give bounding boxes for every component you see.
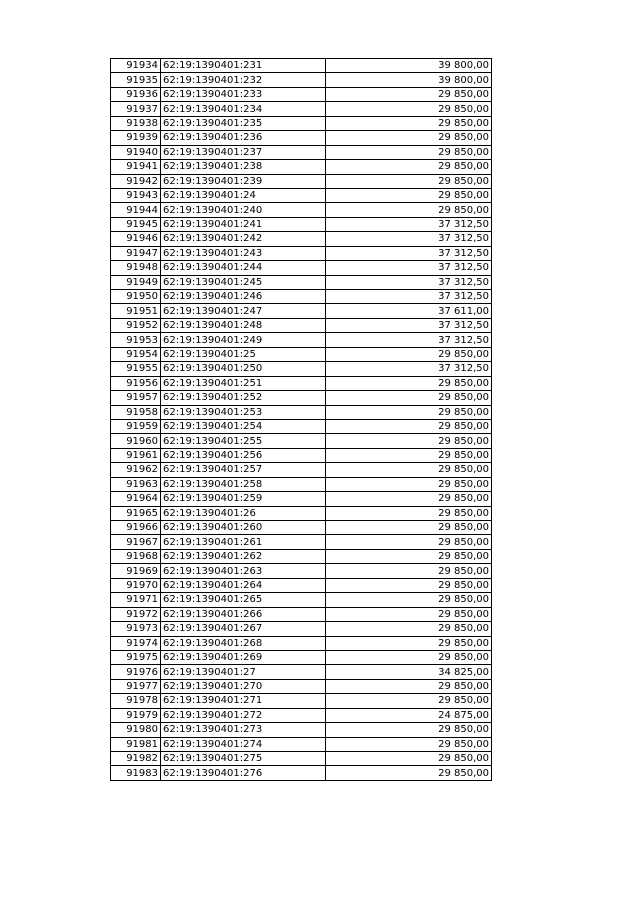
- table-row: [111, 405, 492, 419]
- value-cell: 29 850,00: [326, 405, 492, 419]
- table-row: [111, 232, 492, 246]
- cadastral-number-cell: 62:19:1390401:255: [161, 434, 326, 448]
- cadastral-number-cell: 62:19:1390401:264: [161, 578, 326, 592]
- cadastral-number-cell: 62:19:1390401:262: [161, 549, 326, 563]
- row-number-cell: 91978: [111, 694, 161, 708]
- value-cell: 29 850,00: [326, 174, 492, 188]
- cadastral-number-cell: 62:19:1390401:272: [161, 708, 326, 722]
- cadastral-number-cell: 62:19:1390401:231: [161, 59, 326, 73]
- table-row: [111, 752, 492, 766]
- row-number-cell: 91963: [111, 477, 161, 491]
- table-row: [111, 362, 492, 376]
- cadastral-number-cell: 62:19:1390401:247: [161, 304, 326, 318]
- value-cell: 29 850,00: [326, 391, 492, 405]
- row-number-cell: 91961: [111, 448, 161, 462]
- value-cell: 24 875,00: [326, 708, 492, 722]
- row-number-cell: 91981: [111, 737, 161, 751]
- row-number-cell: 91951: [111, 304, 161, 318]
- cadastral-number-cell: 62:19:1390401:25: [161, 347, 326, 361]
- row-number-cell: 91955: [111, 362, 161, 376]
- value-cell: 29 850,00: [326, 752, 492, 766]
- value-cell: 29 850,00: [326, 463, 492, 477]
- cadastral-number-cell: 62:19:1390401:268: [161, 636, 326, 650]
- value-cell: 37 312,50: [326, 261, 492, 275]
- row-number-cell: 91958: [111, 405, 161, 419]
- table-row: [111, 549, 492, 563]
- row-number-cell: 91938: [111, 116, 161, 130]
- cadastral-number-cell: 62:19:1390401:271: [161, 694, 326, 708]
- table-row: [111, 318, 492, 332]
- cadastral-number-cell: 62:19:1390401:237: [161, 145, 326, 159]
- table-row: [111, 564, 492, 578]
- row-number-cell: 91969: [111, 564, 161, 578]
- table-row: [111, 160, 492, 174]
- cadastral-number-cell: 62:19:1390401:233: [161, 87, 326, 101]
- cadastral-number-cell: 62:19:1390401:238: [161, 160, 326, 174]
- cadastral-number-cell: 62:19:1390401:266: [161, 607, 326, 621]
- value-cell: 29 850,00: [326, 102, 492, 116]
- value-cell: 29 850,00: [326, 564, 492, 578]
- row-number-cell: 91949: [111, 275, 161, 289]
- value-cell: 34 825,00: [326, 665, 492, 679]
- value-cell: 29 850,00: [326, 535, 492, 549]
- table-row: [111, 145, 492, 159]
- table-row: [111, 419, 492, 433]
- cadastral-number-cell: 62:19:1390401:251: [161, 376, 326, 390]
- table-row: [111, 347, 492, 361]
- table-row: [111, 434, 492, 448]
- table-row: [111, 290, 492, 304]
- table-row: [111, 521, 492, 535]
- value-cell: 29 850,00: [326, 737, 492, 751]
- cadastral-number-cell: 62:19:1390401:26: [161, 506, 326, 520]
- cadastral-number-cell: 62:19:1390401:248: [161, 318, 326, 332]
- table-row: [111, 463, 492, 477]
- cadastral-number-cell: 62:19:1390401:261: [161, 535, 326, 549]
- value-cell: 37 611,00: [326, 304, 492, 318]
- table-row: [111, 275, 492, 289]
- row-number-cell: 91956: [111, 376, 161, 390]
- table-row: [111, 723, 492, 737]
- table-row: [111, 679, 492, 693]
- value-cell: 29 850,00: [326, 766, 492, 780]
- row-number-cell: 91960: [111, 434, 161, 448]
- cadastral-number-cell: 62:19:1390401:265: [161, 593, 326, 607]
- row-number-cell: 91964: [111, 492, 161, 506]
- cadastral-number-cell: 62:19:1390401:234: [161, 102, 326, 116]
- table-row: [111, 636, 492, 650]
- table-row: [111, 174, 492, 188]
- value-cell: 29 850,00: [326, 347, 492, 361]
- cadastral-number-cell: 62:19:1390401:243: [161, 246, 326, 260]
- row-number-cell: 91934: [111, 59, 161, 73]
- row-number-cell: 91967: [111, 535, 161, 549]
- table-row: [111, 448, 492, 462]
- row-number-cell: 91945: [111, 217, 161, 231]
- table-row: [111, 261, 492, 275]
- cadastral-number-cell: 62:19:1390401:260: [161, 521, 326, 535]
- cadastral-number-cell: 62:19:1390401:235: [161, 116, 326, 130]
- value-cell: 29 850,00: [326, 376, 492, 390]
- row-number-cell: 91937: [111, 102, 161, 116]
- table-row: [111, 708, 492, 722]
- table-row: [111, 304, 492, 318]
- value-cell: 29 850,00: [326, 160, 492, 174]
- table-row: [111, 506, 492, 520]
- value-cell: 29 850,00: [326, 636, 492, 650]
- row-number-cell: 91942: [111, 174, 161, 188]
- cadastral-number-cell: 62:19:1390401:276: [161, 766, 326, 780]
- row-number-cell: 91979: [111, 708, 161, 722]
- table-row: [111, 203, 492, 217]
- value-cell: 29 850,00: [326, 679, 492, 693]
- table-row: [111, 593, 492, 607]
- cadastral-number-cell: 62:19:1390401:256: [161, 448, 326, 462]
- row-number-cell: 91975: [111, 650, 161, 664]
- value-cell: 29 850,00: [326, 607, 492, 621]
- value-cell: 29 850,00: [326, 477, 492, 491]
- value-cell: 29 850,00: [326, 145, 492, 159]
- cadastral-number-cell: 62:19:1390401:254: [161, 419, 326, 433]
- value-cell: 29 850,00: [326, 116, 492, 130]
- table-row: [111, 333, 492, 347]
- cadastral-number-cell: 62:19:1390401:275: [161, 752, 326, 766]
- table-row: [111, 102, 492, 116]
- table-row: [111, 87, 492, 101]
- row-number-cell: 91983: [111, 766, 161, 780]
- row-number-cell: 91943: [111, 188, 161, 202]
- value-cell: 29 850,00: [326, 434, 492, 448]
- row-number-cell: 91941: [111, 160, 161, 174]
- value-cell: 29 850,00: [326, 506, 492, 520]
- table-row: [111, 391, 492, 405]
- cadastral-number-cell: 62:19:1390401:257: [161, 463, 326, 477]
- row-number-cell: 91962: [111, 463, 161, 477]
- row-number-cell: 91935: [111, 73, 161, 87]
- value-cell: 29 850,00: [326, 492, 492, 506]
- value-cell: 29 850,00: [326, 578, 492, 592]
- cadastral-number-cell: 62:19:1390401:274: [161, 737, 326, 751]
- table-row: [111, 622, 492, 636]
- cadastral-number-cell: 62:19:1390401:240: [161, 203, 326, 217]
- cadastral-number-cell: 62:19:1390401:232: [161, 73, 326, 87]
- row-number-cell: 91950: [111, 290, 161, 304]
- row-number-cell: 91973: [111, 622, 161, 636]
- cadastral-number-cell: 62:19:1390401:246: [161, 290, 326, 304]
- cadastral-number-cell: 62:19:1390401:273: [161, 723, 326, 737]
- value-cell: 37 312,50: [326, 246, 492, 260]
- row-number-cell: 91972: [111, 607, 161, 621]
- row-number-cell: 91971: [111, 593, 161, 607]
- row-number-cell: 91947: [111, 246, 161, 260]
- value-cell: 39 800,00: [326, 59, 492, 73]
- cadastral-number-cell: 62:19:1390401:270: [161, 679, 326, 693]
- cadastral-number-cell: 62:19:1390401:253: [161, 405, 326, 419]
- row-number-cell: 91976: [111, 665, 161, 679]
- table-row: [111, 766, 492, 780]
- cadastral-number-cell: 62:19:1390401:252: [161, 391, 326, 405]
- table-row: [111, 665, 492, 679]
- row-number-cell: 91959: [111, 419, 161, 433]
- row-number-cell: 91968: [111, 549, 161, 563]
- value-cell: 37 312,50: [326, 217, 492, 231]
- value-cell: 37 312,50: [326, 275, 492, 289]
- row-number-cell: 91954: [111, 347, 161, 361]
- value-cell: 29 850,00: [326, 650, 492, 664]
- row-number-cell: 91939: [111, 131, 161, 145]
- value-cell: 29 850,00: [326, 593, 492, 607]
- value-cell: 37 312,50: [326, 290, 492, 304]
- table-row: [111, 73, 492, 87]
- row-number-cell: 91970: [111, 578, 161, 592]
- cadastral-number-cell: 62:19:1390401:267: [161, 622, 326, 636]
- row-number-cell: 91936: [111, 87, 161, 101]
- row-number-cell: 91948: [111, 261, 161, 275]
- row-number-cell: 91946: [111, 232, 161, 246]
- table-row: [111, 578, 492, 592]
- row-number-cell: 91977: [111, 679, 161, 693]
- row-number-cell: 91980: [111, 723, 161, 737]
- value-cell: 29 850,00: [326, 448, 492, 462]
- table-row: [111, 650, 492, 664]
- table-row: [111, 535, 492, 549]
- row-number-cell: 91982: [111, 752, 161, 766]
- cadastral-number-cell: 62:19:1390401:269: [161, 650, 326, 664]
- row-number-cell: 91944: [111, 203, 161, 217]
- table-row: [111, 131, 492, 145]
- value-cell: 29 850,00: [326, 188, 492, 202]
- table-row: [111, 188, 492, 202]
- value-cell: 37 312,50: [326, 333, 492, 347]
- row-number-cell: 91966: [111, 521, 161, 535]
- row-number-cell: 91965: [111, 506, 161, 520]
- cadastral-number-cell: 62:19:1390401:245: [161, 275, 326, 289]
- cadastral-number-cell: 62:19:1390401:24: [161, 188, 326, 202]
- value-cell: 29 850,00: [326, 203, 492, 217]
- table-row: [111, 477, 492, 491]
- table-row: [111, 694, 492, 708]
- table-row: [111, 492, 492, 506]
- value-cell: 37 312,50: [326, 232, 492, 246]
- value-cell: 29 850,00: [326, 694, 492, 708]
- value-cell: 29 850,00: [326, 723, 492, 737]
- cadastral-value-table: [110, 58, 492, 781]
- value-cell: 29 850,00: [326, 549, 492, 563]
- table-row: [111, 376, 492, 390]
- value-cell: 29 850,00: [326, 419, 492, 433]
- value-cell: 29 850,00: [326, 131, 492, 145]
- table-row: [111, 116, 492, 130]
- value-cell: 37 312,50: [326, 362, 492, 376]
- value-cell: 29 850,00: [326, 87, 492, 101]
- table-row: [111, 59, 492, 73]
- value-cell: 37 312,50: [326, 318, 492, 332]
- row-number-cell: 91957: [111, 391, 161, 405]
- cadastral-number-cell: 62:19:1390401:241: [161, 217, 326, 231]
- row-number-cell: 91953: [111, 333, 161, 347]
- value-cell: 29 850,00: [326, 521, 492, 535]
- row-number-cell: 91940: [111, 145, 161, 159]
- cadastral-number-cell: 62:19:1390401:242: [161, 232, 326, 246]
- table-row: [111, 737, 492, 751]
- cadastral-number-cell: 62:19:1390401:239: [161, 174, 326, 188]
- table-row: [111, 217, 492, 231]
- table-body: [111, 59, 492, 781]
- table-row: [111, 246, 492, 260]
- cadastral-number-cell: 62:19:1390401:244: [161, 261, 326, 275]
- cadastral-number-cell: 62:19:1390401:236: [161, 131, 326, 145]
- value-cell: 29 850,00: [326, 622, 492, 636]
- row-number-cell: 91974: [111, 636, 161, 650]
- table-row: [111, 607, 492, 621]
- cadastral-number-cell: 62:19:1390401:258: [161, 477, 326, 491]
- cadastral-number-cell: 62:19:1390401:249: [161, 333, 326, 347]
- cadastral-number-cell: 62:19:1390401:259: [161, 492, 326, 506]
- cadastral-number-cell: 62:19:1390401:27: [161, 665, 326, 679]
- cadastral-number-cell: 62:19:1390401:263: [161, 564, 326, 578]
- cadastral-number-cell: 62:19:1390401:250: [161, 362, 326, 376]
- row-number-cell: 91952: [111, 318, 161, 332]
- value-cell: 39 800,00: [326, 73, 492, 87]
